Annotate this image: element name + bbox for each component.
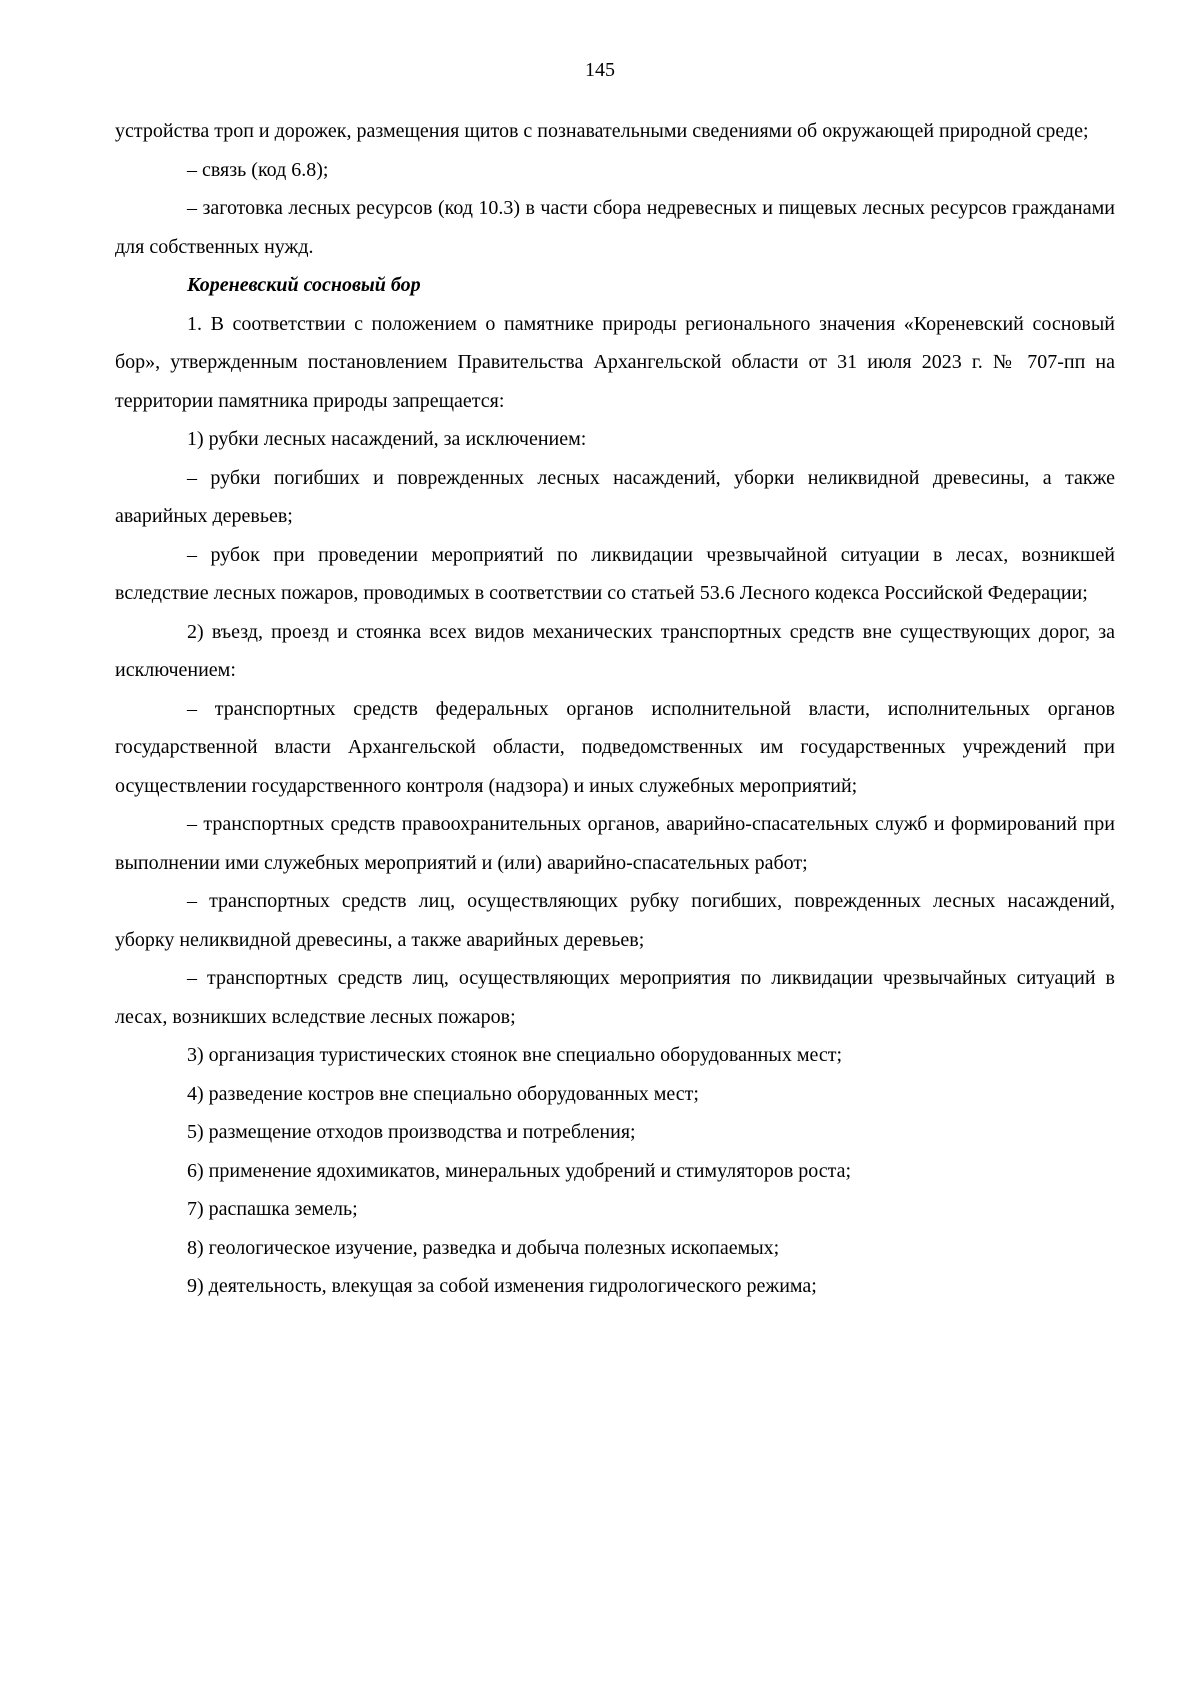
list-item: 8) геологическое изучение, разведка и добыча полезных ископаемых;: [187, 1236, 780, 1259]
list-item: 6) применение ядохимикатов, минеральных удобрений и стимуляторов роста;: [187, 1159, 852, 1182]
list-item: – транспортных средств правоохранительных органов, аварийно-спасательных служб и формирований при выполнении ими служебных мероприятий и (или) аварийно-спасательных работ;: [115, 813, 1115, 874]
list-item: – связь (код 6.8);: [187, 158, 329, 181]
list-item: 2) въезд, проезд и стоянка всех видов механических транспортных средств вне существующих дорог, за исключением:: [115, 620, 1115, 681]
list-item: 9) деятельность, влекущая за собой изменения гидрологического режима;: [187, 1275, 817, 1297]
list-item: – транспортных средств лиц, осуществляющих мероприятия по ликвидации чрезвычайных ситуаций в лесах, возникших вследствие лесных пожаров;: [115, 967, 1115, 1028]
paragraph: устройства троп и дорожек, размещения щитов с познавательными сведениями об окружающей природной среде;: [115, 120, 1089, 142]
list-item: – рубки погибших и поврежденных лесных насаждений, уборки неликвидной древесины, а также аварийных деревьев;: [115, 466, 1115, 527]
list-item: 7) распашка земель;: [187, 1198, 358, 1220]
list-item: 4) разведение костров вне специально оборудованных мест;: [187, 1082, 699, 1105]
document-body: [115, 112, 1115, 1306]
list-item: – заготовка лесных ресурсов (код 10.3) в части сбора недревесных и пищевых лесных ресурсов гражданами для собственных нужд.: [115, 197, 1115, 258]
section-heading: Кореневский сосновый бор: [187, 274, 421, 296]
list-item: 3) организация туристических стоянок вне специально оборудованных мест;: [187, 1044, 843, 1066]
page-number: 145: [585, 59, 615, 81]
list-item: – транспортных средств лиц, осуществляющих рубку погибших, поврежденных лесных насаждений, уборку неликвидной древесины, а также аварийных деревьев;: [115, 890, 1115, 951]
list-item: – транспортных средств федеральных органов исполнительной власти, исполнительных органов государственной власти Архангельской области, подведомственных им государственных учреждений при осуществлении государственного контроля (надзора) и иных служебных мероприятий;: [115, 697, 1115, 797]
list-item: 1) рубки лесных насаждений, за исключением:: [187, 428, 587, 450]
paragraph: 1. В соответствии с положением о памятнике природы регионального значения «Кореневский сосновый бор», утвержденным постановлением Правительства Архангельской области от 31 июля 2023 г. № 707-пп на территории памятника природы запрещается:: [115, 312, 1115, 412]
list-item: – рубок при проведении мероприятий по ликвидации чрезвычайной ситуации в лесах, возникшей вследствие лесных пожаров, проводимых в соответствии со статьей 53.6 Лесного кодекса Российской Федерации;: [115, 543, 1115, 604]
list-item: 5) размещение отходов производства и потребления;: [187, 1121, 636, 1143]
